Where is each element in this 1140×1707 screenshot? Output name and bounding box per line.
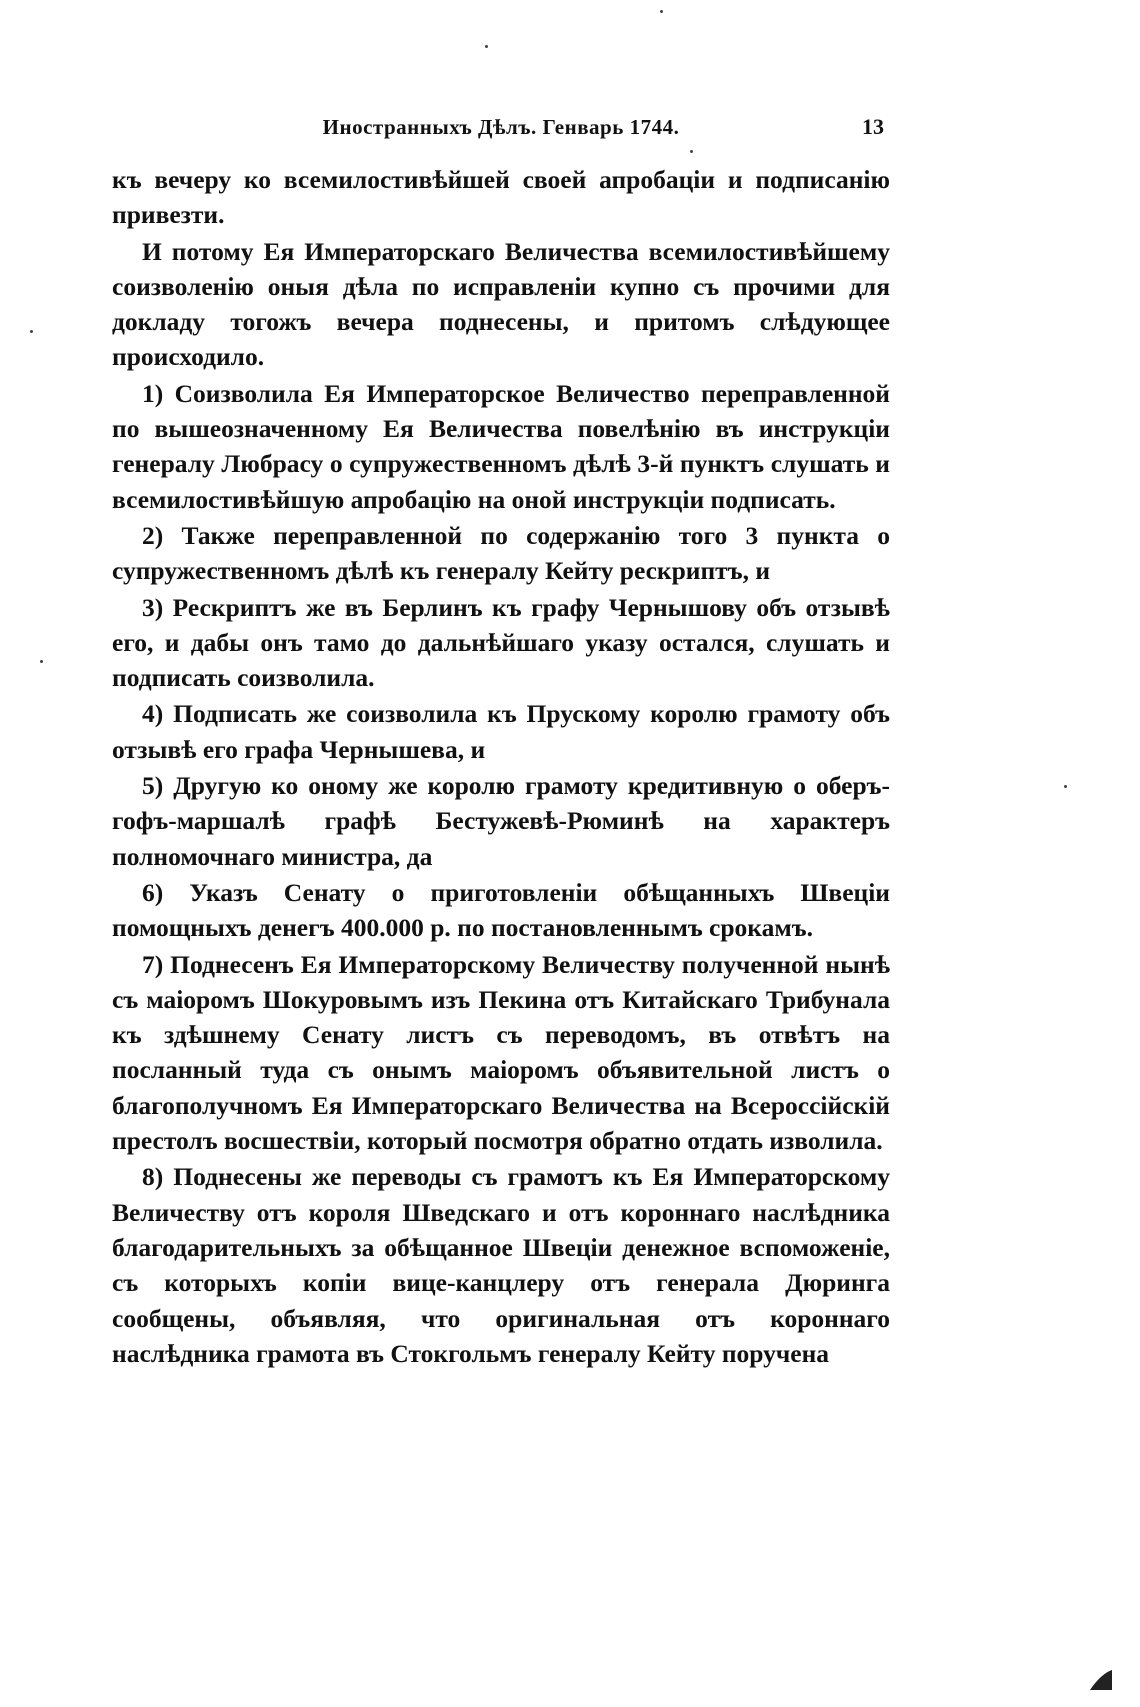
paragraph-continuation: къ вечеру ко всемилостивѣйшей своей апробаціи и подписанію привезти. [112, 165, 890, 230]
speck [30, 330, 33, 333]
paragraph-item-3: 3) Рескриптъ же въ Берлинъ къ графу Чернышову объ отзывѣ его, и дабы онъ тамо до дальнѣйшаго указу остался, слушать и подписать соизволила. [112, 592, 890, 693]
speck [690, 150, 693, 153]
speck [1064, 785, 1067, 788]
page-number: 13 [862, 114, 884, 139]
paragraph-item-8: 8) Поднесены же переводы съ грамотъ къ Ея Императорскому Величеству отъ короля Шведскаго и отъ короннаго наслѣдника благодарительныхъ за обѣщанное Швеціи денежное вспоможеніе, съ которыхъ копіи вице-канцлеру отъ генерала Дюринга сообщены, объявляя, что оригинальная отъ короннаго наслѣдника грамота въ Стокгольмъ генералу Кейту поручена [112, 1162, 890, 1368]
running-head: Иностранныхъ Дѣлъ. Генварь 1744. [322, 115, 680, 139]
speck [660, 10, 663, 13]
body-text [112, 162, 890, 1371]
paragraph-item-5: 5) Другую ко оному же королю грамоту кредитивную о оберъ-гофъ-маршалѣ графѣ Бестужевѣ-Рюминѣ на характеръ полномочнаго министра, да [112, 771, 890, 871]
speck [40, 660, 43, 663]
speck [485, 45, 488, 48]
paragraph: И потому Ея Императорскаго Величества всемилостивѣйшему соизволенію оныя дѣла по исправленіи купно съ прочими для докладу тогожъ вечера поднесены, и притомъ слѣдующее происходило. [112, 236, 890, 372]
page-header [112, 112, 890, 142]
paragraph-item-2: 2) Также переправленной по содержанію того 3 пункта о супружественномъ дѣлѣ къ генералу Кейту рескриптъ, и [112, 520, 890, 586]
corner-mark-icon [1088, 1666, 1114, 1692]
paragraph-item-6: 6) Указъ Сенату о приготовленіи обѣщанныхъ Швеціи помощныхъ денегъ 400.000 р. по постановленнымъ срокамъ. [112, 877, 890, 943]
paragraph-item-1: 1) Соизволила Ея Императорское Величество переправленной по вышеозначенному Ея Величества повелѣнію въ инструкціи генералу Любрасу о супружественномъ дѣлѣ 3-й пунктъ слушать и всемилостивѣйшую апробацію на оной инструкціи подписать. [112, 378, 890, 514]
paragraph-item-7: 7) Поднесенъ Ея Императорскому Величеству полученной нынѣ съ маіоромъ Шокуровымъ изъ Пекина отъ Китайскаго Трибунала къ здѣшнему Сенату листъ съ переводомъ, въ отвѣтъ на посланный туда съ онымъ маіоромъ объявительной листъ о благополучномъ Ея Императорскаго Величества на Всероссійскій престолъ восшествіи, который посмотря обратно отдать изволила. [112, 949, 890, 1156]
paragraph-item-4: 4) Подписать же соизволила къ Прускому королю грамоту объ отзывѣ его графа Чернышева, и [112, 699, 890, 764]
